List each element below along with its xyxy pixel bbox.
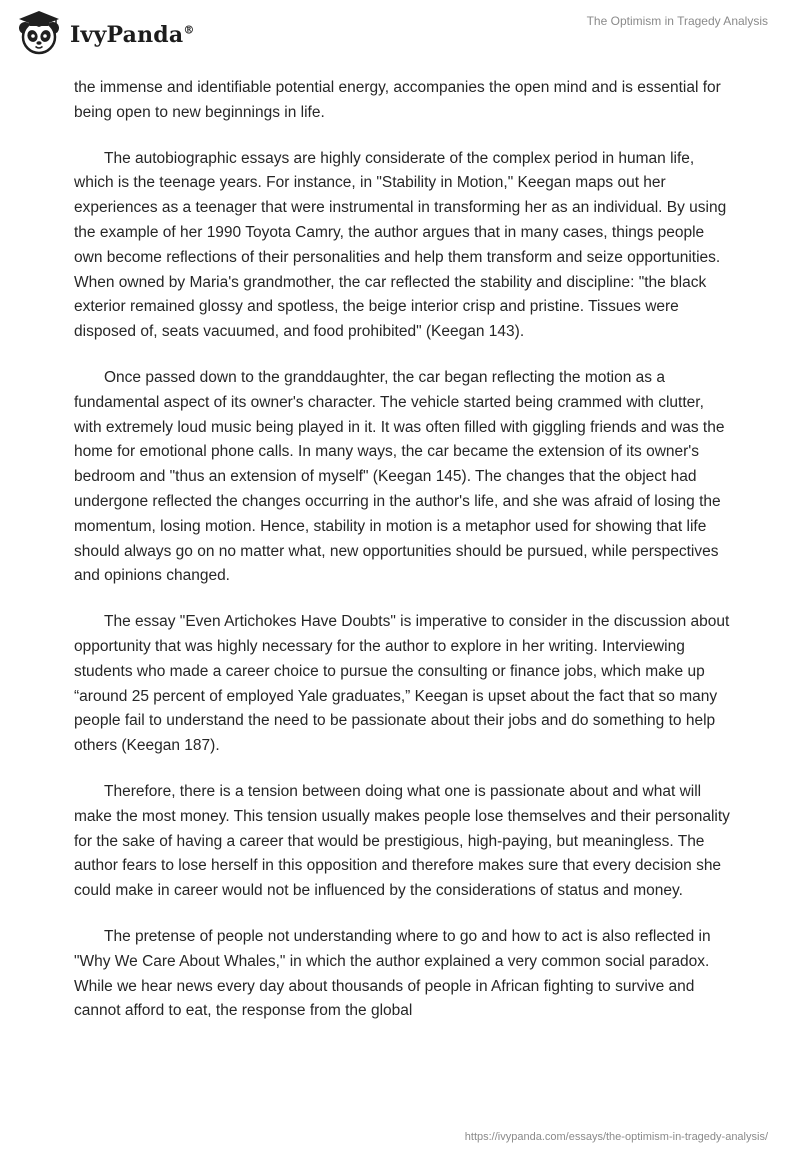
paragraph: Once passed down to the granddaughter, the car began reflecting the motion as a fundamental aspect of its owner's character. The vehicle started being crammed with clutter, with extremely loud music being played in it. It was often filled with giggling friends and was the home for emotional phone calls. In many ways, the car became the extension of its owner's bedroom and "thus an extension of myself" (Keegan 145). The changes that the object had undergone reflected the changes occurring in the author's life, and she was afraid of losing the momentum, losing motion. Hence, stability in motion is a metaphor used for showing that life should always go on no matter what, new opportunities should be pursued, while perspectives and opinions changed.	[74, 368, 725, 585]
document-title: The Optimism in Tragedy Analysis	[586, 14, 768, 28]
paragraph: the immense and identifiable potential energy, accompanies the open mind and is essential for being open to new beginnings in life.	[74, 79, 721, 121]
paragraph: The autobiographic essays are highly considerate of the complex period in human life, which is the teenage years. For instance, in "Stability in Motion," Keegan maps out her experiences as a teenager that were instrumental in transforming her as an individual. By using the example of her 1990 Toyota Camry, the author argues that in many cases, things people own become reflections of their personalities and help them transform and seize opportunities. When owned by Maria's grandmother, the car reflected the stability and discipline: "the black exterior remained glossy and spotless, the beige interior crisp and pristine. Tissues were disposed of, seats vacuumed, and food prohibited" (Keegan 143).	[74, 149, 727, 341]
paragraph: Therefore, there is a tension between doing what one is passionate about and what will make the most money. This tension usually makes people lose themselves and their personality for the sake of having a career that would be prestigious, high-paying, but meaningless. The author fears to lose herself in this opposition and therefore makes sure that every decision she could make in career would not be influenced by the considerations of status and money.	[74, 782, 730, 900]
panda-graduate-icon	[14, 8, 64, 58]
source-url[interactable]: https://ivypanda.com/essays/the-optimism-in-tragedy-analysis/	[464, 1131, 768, 1143]
essay-body	[74, 76, 734, 1045]
brand-name: IvyPanda®	[70, 22, 195, 48]
paragraph: The essay "Even Artichokes Have Doubts" is imperative to consider in the discussion about opportunity that was highly necessary for the author to explore in her writing. Interviewing students who made a career choice to pursue the consulting or finance jobs, which make up “around 25 percent of employed Yale graduates,” Keegan is upset about the fact that so many people fail to understand the need to be passionate about their jobs and do something to help others (Keegan 187).	[74, 613, 730, 755]
page-header	[0, 0, 800, 70]
ivypanda-logo[interactable]	[14, 8, 195, 58]
paragraph: The pretense of people not understanding where to go and how to act is also reflected in "Why We Care About Whales," in which the author explained a very common social paradox. While we hear news every day about thousands of people in African fighting to survive and cannot afford to eat, the response from the global	[74, 927, 711, 1020]
